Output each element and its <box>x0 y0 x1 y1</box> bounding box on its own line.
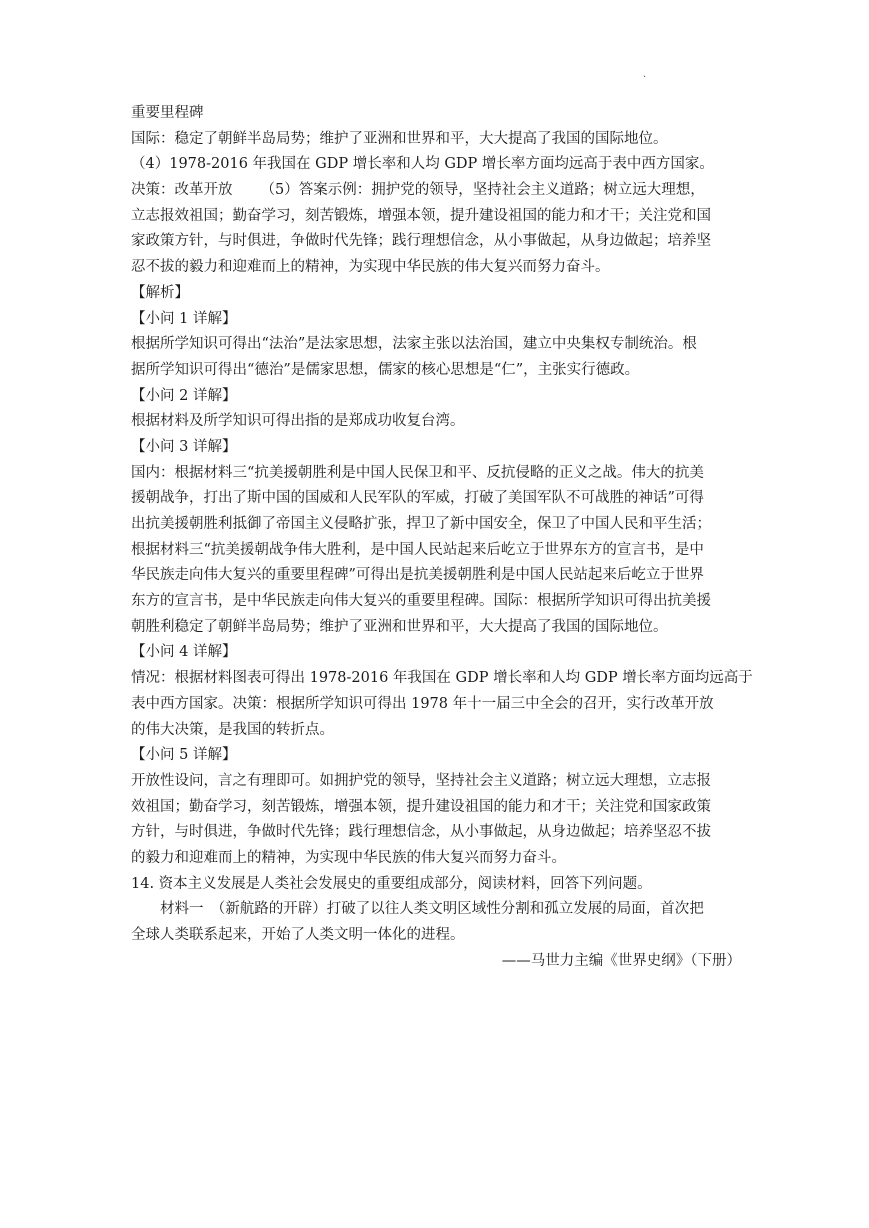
text-line-pair <box>131 178 741 204</box>
text-line: 效祖国；勤奋学习，刻苦锻炼，增强本领，提升建设祖国的能力和才干；关注党和国家政策 <box>131 798 711 815</box>
text-line: 根据材料及所学知识可得出指的是郑成功收复台湾。 <box>131 413 465 430</box>
text-line: 据所学知识可得出“德治”是儒家思想，儒家的核心思想是“仁”，主张实行德政。 <box>131 361 640 378</box>
text-line: 朝胜利稳定了朝鲜半岛局势；维护了亚洲和世界和平，大大提高了我国的国际地位。 <box>131 618 668 635</box>
question-heading: 【小问 4 详解】 <box>131 644 237 661</box>
material-source: ——马世力主编《世界史纲》（下册） <box>501 952 741 969</box>
question-heading: 【小问 3 详解】 <box>131 438 237 455</box>
text-line: 的伟大决策，是我国的转折点。 <box>131 721 334 738</box>
document-body <box>131 101 753 974</box>
text-line: 开放性设问，言之有理即可。如拥护党的领导，坚持社会主义道路；树立远大理想，立志报 <box>131 772 711 789</box>
question-heading: 【小问 2 详解】 <box>131 387 237 404</box>
header-mark: · <box>643 72 647 83</box>
text-line: 国内：根据材料三“抗美援朝胜利是中国人民保卫和平、反抗侵略的正义之战。伟大的抗美 <box>131 464 704 481</box>
text-line: 根据材料三“抗美援朝战争伟大胜利，是中国人民站起来后屹立于世界东方的宣言书，是中 <box>131 541 704 558</box>
text-line: 华民族走向伟大复兴的重要里程碑”可得出是抗美援朝胜利是中国人民站起来后屹立于世界 <box>131 567 704 584</box>
material-one-line: 全球人类联系起来，开始了人类文明一体化的进程。 <box>131 927 465 943</box>
text-line: 根据所学知识可得出“法治”是法家思想，法家主张以法治国，建立中央集权专制统治。根 <box>131 336 697 353</box>
text-line: 重要里程碑 <box>131 105 204 121</box>
decision-answer: 决策：改革开放 <box>131 182 233 199</box>
answer-5-start: （5）答案示例：拥护党的领导，坚持社会主义道路；树立远大理想， <box>260 182 705 199</box>
material-one-line: 材料一 （新航路的开辟）打破了以往人类文明区域性分割和孤立发展的局面，首次把 <box>160 901 704 918</box>
question-heading: 【小问 1 详解】 <box>131 310 237 327</box>
text-line: 国际：稳定了朝鲜半岛局势；维护了亚洲和世界和平，大大提高了我国的国际地位。 <box>131 130 668 147</box>
question-heading: 【小问 5 详解】 <box>131 747 237 764</box>
text-line: 的毅力和迎难而上的精神，为实现中华民族的伟大复兴而努力奋斗。 <box>131 849 566 866</box>
text-line: 忍不拔的毅力和迎难而上的精神，为实现中华民族的伟大复兴而努力奋斗。 <box>131 259 610 276</box>
text-line: 东方的宣言书，是中华民族走向伟大复兴的重要里程碑。国际：根据所学知识可得出抗美援 <box>131 593 711 610</box>
text-line: 方针，与时俱进，争做时代先锋；践行理想信念，从小事做起，从身边做起；培养坚忍不拔 <box>131 824 711 841</box>
text-line: 情况：根据材料图表可得出 1978-2016 年我国在 GDP 增长率和人均 GDP 增长率方面均远高于 <box>131 670 753 687</box>
text-line: 出抗美援朝胜利抵御了帝国主义侵略扩张，捍卫了新中国安全，保卫了中国人民和平生活； <box>131 516 711 532</box>
text-line: 表中西方国家。决策：根据所学知识可得出 1978 年十一届三中全会的召开，实行改革开放 <box>131 695 714 712</box>
text-line: 援朝战争，打出了斯中国的国威和人民军队的军威，打破了美国军队不可战胜的神话”可得 <box>131 490 704 507</box>
question-14-stem: 14. 资本主义发展是人类社会发展史的重要组成部分，阅读材料，回答下列问题。 <box>131 875 652 892</box>
text-line: 家政策方针，与时俱进，争做时代先锋；践行理想信念，从小事做起，从身边做起；培养坚 <box>131 233 711 250</box>
section-heading: 【解析】 <box>131 284 189 301</box>
text-line: （4）1978-2016 年我国在 GDP 增长率和人均 GDP 增长率方面均远高于表中西方国家。 <box>131 156 714 173</box>
text-line: 立志报效祖国；勤奋学习，刻苦锻炼，增强本领，提升建设祖国的能力和才干；关注党和国 <box>131 207 711 224</box>
